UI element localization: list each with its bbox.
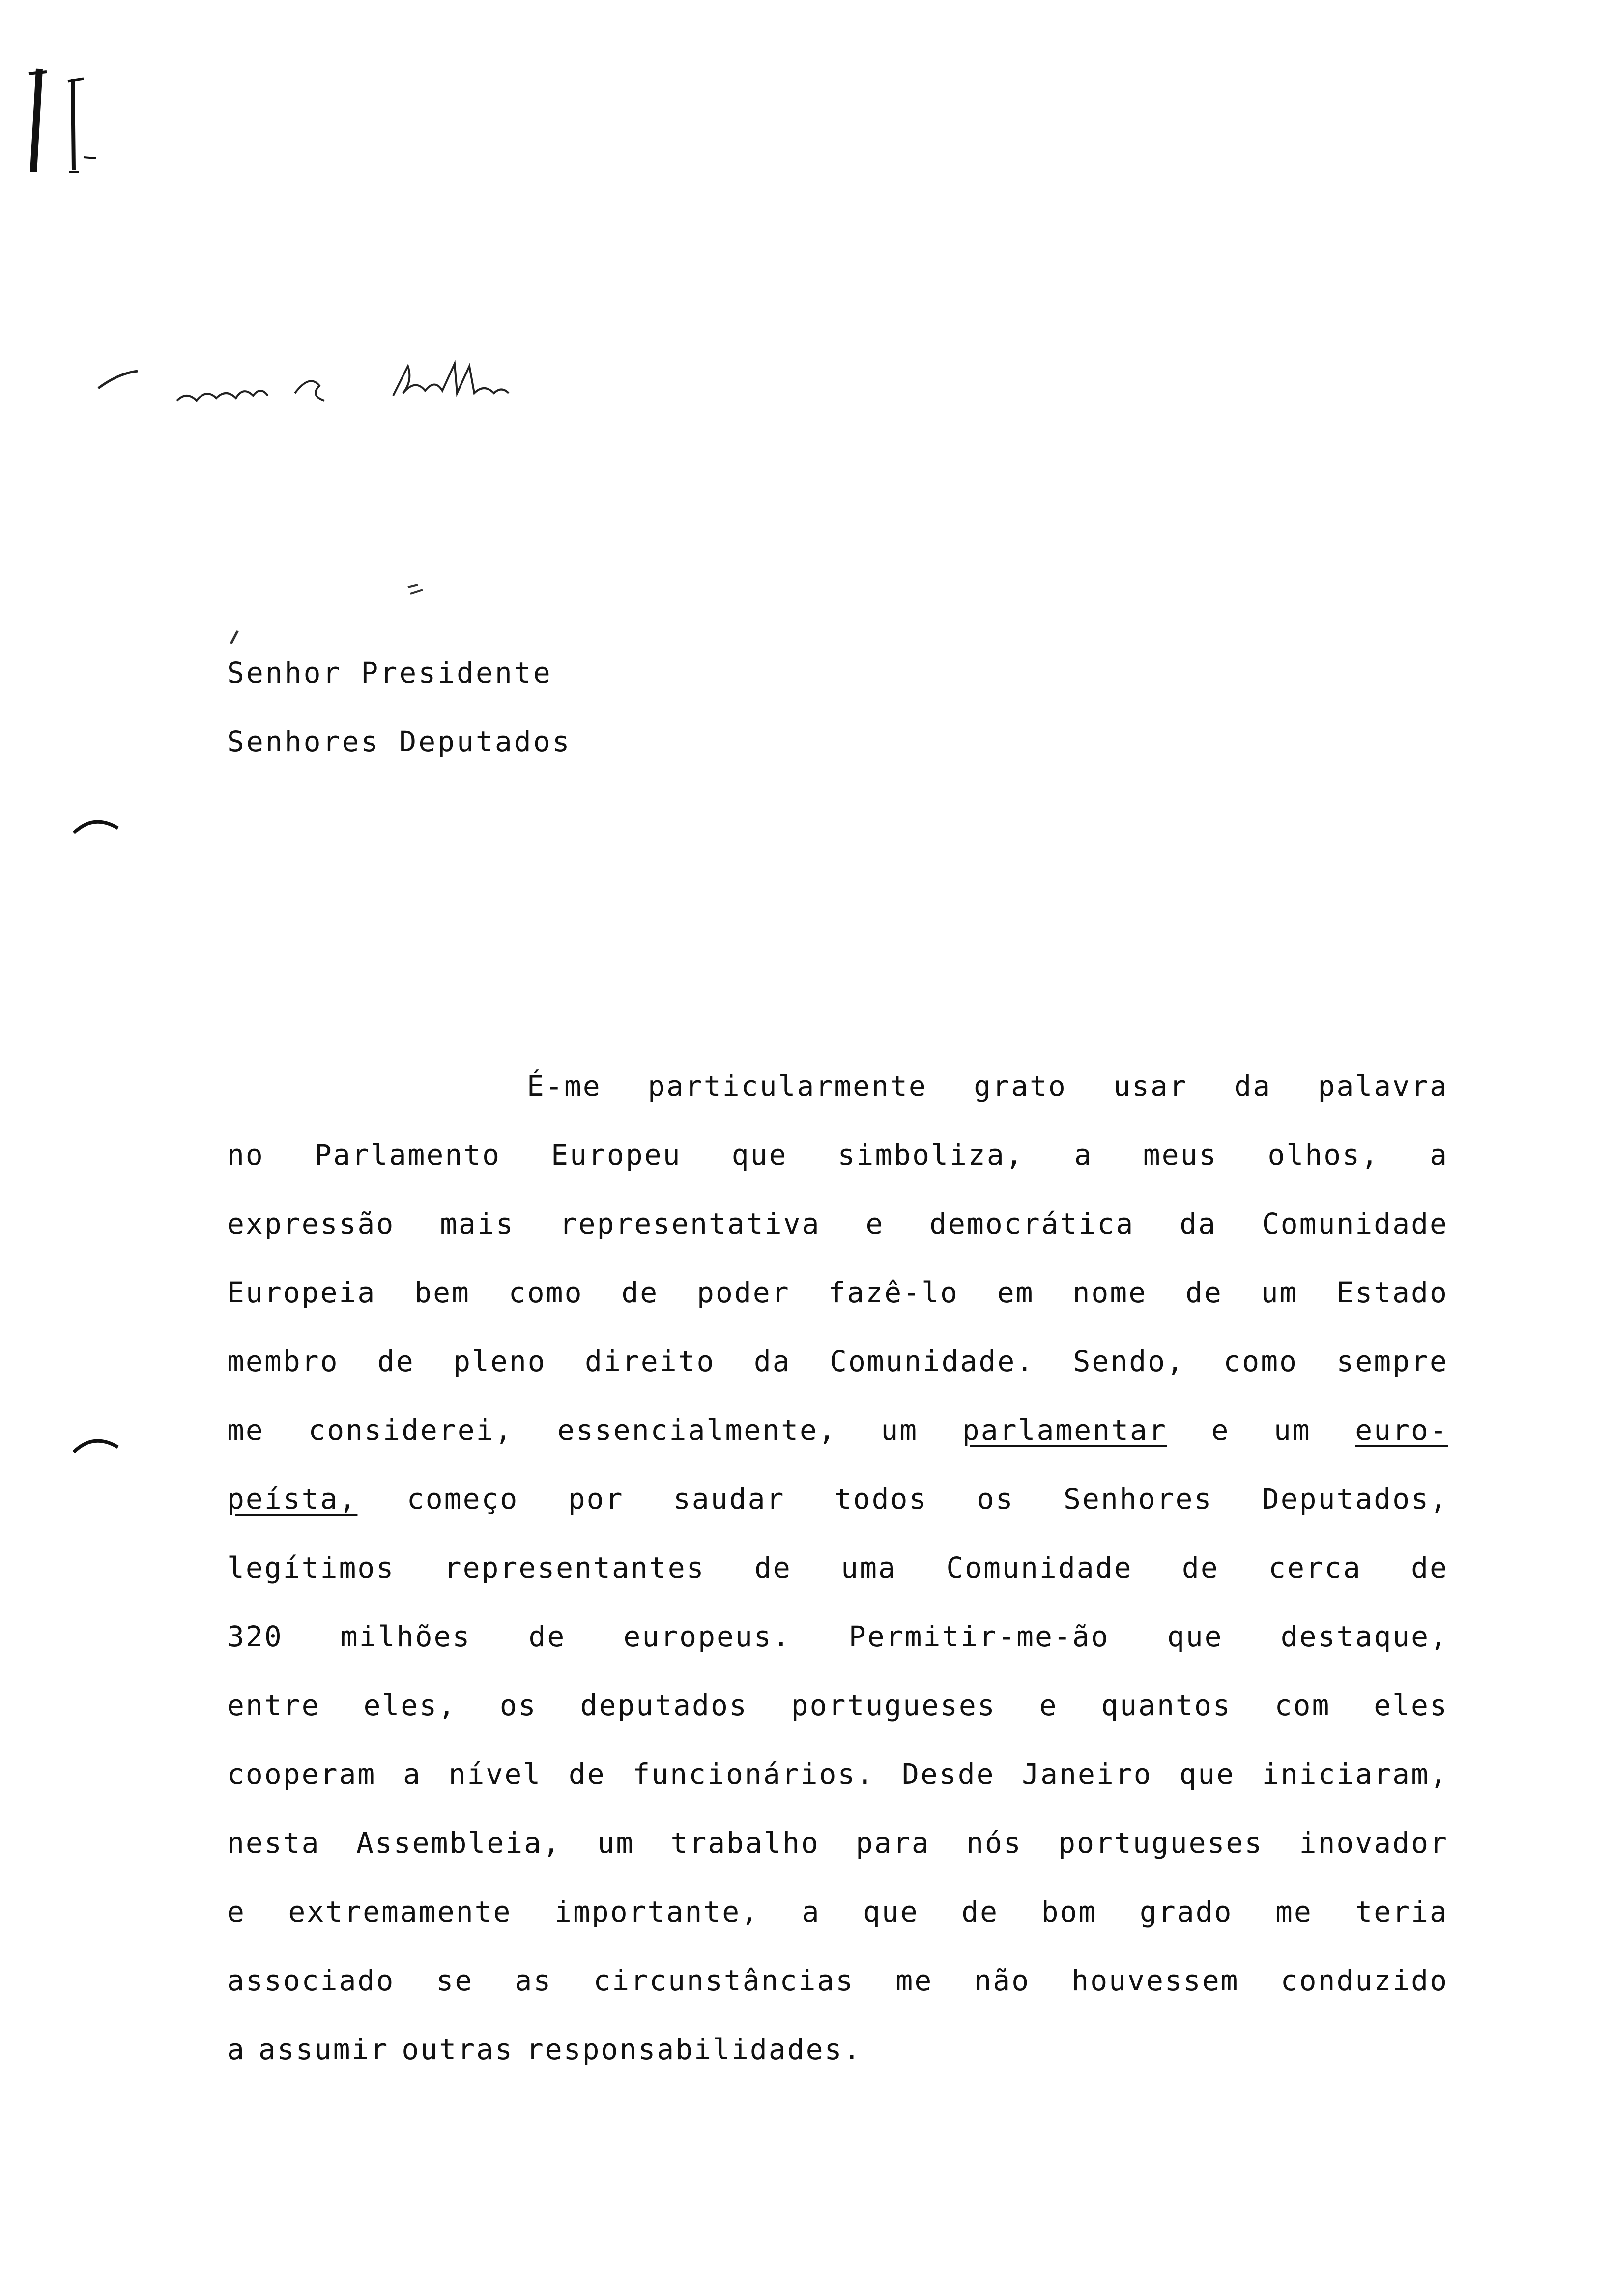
paragraph-line bbox=[227, 1120, 1448, 1189]
word: a bbox=[1430, 1138, 1448, 1172]
word: eles, bbox=[363, 1689, 457, 1722]
paragraph-line bbox=[227, 1464, 1448, 1533]
paragraph-line bbox=[227, 1671, 1448, 1740]
word: e bbox=[227, 1895, 246, 1928]
word: pleno bbox=[453, 1345, 547, 1378]
word: Sendo, bbox=[1073, 1345, 1185, 1378]
word: da bbox=[753, 1345, 791, 1378]
margin-bracket-mark bbox=[69, 811, 123, 840]
paragraph-line bbox=[227, 1327, 1448, 1396]
word: europeus. bbox=[623, 1620, 791, 1653]
word: que bbox=[1167, 1620, 1223, 1653]
word: nível bbox=[448, 1757, 542, 1791]
word: assumir bbox=[258, 2033, 389, 2066]
word: responsabilidades. bbox=[526, 2033, 862, 2066]
word: que bbox=[863, 1895, 919, 1928]
word: milhões bbox=[340, 1620, 471, 1653]
word: e bbox=[1211, 1413, 1230, 1447]
word: Comunidade bbox=[1262, 1207, 1448, 1240]
word: mais bbox=[440, 1207, 515, 1240]
word: iniciaram, bbox=[1262, 1757, 1448, 1791]
word: nome bbox=[1072, 1276, 1148, 1309]
word: legítimos bbox=[227, 1551, 395, 1584]
word: se bbox=[436, 1964, 474, 1997]
paragraph-line bbox=[227, 1533, 1448, 1602]
word: da bbox=[1234, 1069, 1272, 1103]
word: nós bbox=[966, 1826, 1022, 1860]
salutation-deputies: Senhores Deputados bbox=[227, 725, 572, 758]
word: que bbox=[1179, 1757, 1236, 1791]
word: Parlamento bbox=[314, 1138, 501, 1172]
word: como bbox=[1223, 1345, 1298, 1378]
word: nesta bbox=[227, 1826, 320, 1860]
word: bom bbox=[1041, 1895, 1097, 1928]
word: a bbox=[802, 1895, 821, 1928]
word: circunstâncias bbox=[593, 1964, 855, 1997]
word: Permitir-me-ão bbox=[848, 1620, 1110, 1653]
word: a bbox=[403, 1757, 422, 1791]
word: para bbox=[856, 1826, 930, 1860]
word: de bbox=[568, 1757, 606, 1791]
word: com bbox=[1274, 1689, 1331, 1722]
word: deputados bbox=[580, 1689, 748, 1722]
word: um bbox=[597, 1826, 635, 1860]
word: simboliza, bbox=[837, 1138, 1024, 1172]
word: considerei, bbox=[308, 1413, 514, 1447]
paragraph-line bbox=[227, 1258, 1448, 1327]
word: eles bbox=[1374, 1689, 1448, 1722]
word: de bbox=[1181, 1551, 1219, 1584]
word: importante, bbox=[554, 1895, 760, 1928]
paragraph-line bbox=[227, 1808, 1448, 1877]
word: bem bbox=[414, 1276, 470, 1309]
word: todos bbox=[834, 1482, 928, 1516]
word: funcionários. bbox=[633, 1757, 875, 1791]
word: começo bbox=[406, 1482, 519, 1516]
paragraph-line bbox=[227, 2015, 1448, 2084]
word: Comunidade. bbox=[830, 1345, 1035, 1378]
margin-bracket-mark bbox=[69, 1430, 123, 1460]
word: me bbox=[895, 1964, 933, 1997]
word: extremamente bbox=[288, 1895, 512, 1928]
word: olhos, bbox=[1267, 1138, 1380, 1172]
word: É-me bbox=[527, 1069, 602, 1103]
word: Europeia bbox=[227, 1276, 376, 1309]
word: e bbox=[865, 1207, 885, 1240]
word: não bbox=[974, 1964, 1031, 1997]
word: um bbox=[881, 1413, 919, 1447]
word: inovador bbox=[1299, 1826, 1448, 1860]
word: expressão bbox=[227, 1207, 395, 1240]
word: as bbox=[515, 1964, 552, 1997]
word: de bbox=[1185, 1276, 1223, 1309]
word: euro- bbox=[1355, 1413, 1448, 1447]
word: associado bbox=[227, 1964, 395, 1997]
word: me bbox=[1275, 1895, 1313, 1928]
word: Estado bbox=[1336, 1276, 1448, 1309]
word: entre bbox=[227, 1689, 320, 1722]
word: os bbox=[499, 1689, 537, 1722]
word: como bbox=[508, 1276, 583, 1309]
word: grado bbox=[1139, 1895, 1233, 1928]
word: conduzido bbox=[1280, 1964, 1448, 1997]
word: cerca bbox=[1268, 1551, 1362, 1584]
word: Comunidade bbox=[946, 1551, 1133, 1584]
word: usar bbox=[1113, 1069, 1188, 1103]
paragraph-line bbox=[227, 1189, 1448, 1258]
word: no bbox=[227, 1138, 264, 1172]
word: de bbox=[1411, 1551, 1448, 1584]
word: fazê-lo bbox=[828, 1276, 959, 1309]
word: quantos bbox=[1101, 1689, 1232, 1722]
paragraph-line bbox=[227, 1052, 1448, 1120]
word: direito bbox=[585, 1345, 716, 1378]
word: Assembleia, bbox=[356, 1826, 562, 1860]
word: saudar bbox=[673, 1482, 785, 1516]
speech-paragraph bbox=[227, 1052, 1448, 2084]
word: outras bbox=[402, 2033, 514, 2066]
handwritten-note bbox=[88, 354, 678, 418]
word: Senhores bbox=[1064, 1482, 1213, 1516]
word: de bbox=[377, 1345, 415, 1378]
word: cooperam bbox=[227, 1757, 376, 1791]
word: da bbox=[1180, 1207, 1217, 1240]
word: de bbox=[621, 1276, 659, 1309]
word: particularmente bbox=[648, 1069, 927, 1103]
word: parlamentar bbox=[962, 1413, 1167, 1447]
word: membro bbox=[227, 1345, 339, 1378]
word: de bbox=[528, 1620, 566, 1653]
word: Janeiro bbox=[1022, 1757, 1152, 1791]
word: grato bbox=[974, 1069, 1067, 1103]
word: meus bbox=[1143, 1138, 1218, 1172]
word: Europeu bbox=[551, 1138, 682, 1172]
word: democrática bbox=[929, 1207, 1135, 1240]
paragraph-line bbox=[227, 1602, 1448, 1671]
word: e bbox=[1039, 1689, 1058, 1722]
paragraph-line bbox=[227, 1396, 1448, 1464]
paragraph-line bbox=[227, 1740, 1448, 1808]
word: de bbox=[754, 1551, 792, 1584]
tick-mark bbox=[227, 627, 242, 646]
word: portugueses bbox=[1058, 1826, 1264, 1860]
word: sempre bbox=[1336, 1345, 1448, 1378]
word: a bbox=[1074, 1138, 1093, 1172]
word: a bbox=[227, 2033, 246, 2066]
word: destaque, bbox=[1280, 1620, 1448, 1653]
word: 320 bbox=[227, 1620, 283, 1653]
word: portugueses bbox=[791, 1689, 996, 1722]
word: palavra bbox=[1318, 1069, 1448, 1103]
word: um bbox=[1261, 1276, 1298, 1309]
word: trabalho bbox=[670, 1826, 820, 1860]
word: poder bbox=[697, 1276, 790, 1309]
word: em bbox=[997, 1276, 1035, 1309]
paragraph-line bbox=[227, 1877, 1448, 1946]
stray-mark bbox=[403, 580, 432, 600]
word: Deputados, bbox=[1262, 1482, 1448, 1516]
word: representantes bbox=[444, 1551, 705, 1584]
word: que bbox=[731, 1138, 788, 1172]
word: houvessem bbox=[1071, 1964, 1239, 1997]
word: representativa bbox=[559, 1207, 821, 1240]
word: um bbox=[1273, 1413, 1311, 1447]
word: Desde bbox=[901, 1757, 995, 1791]
word: uma bbox=[841, 1551, 897, 1584]
word: essencialmente, bbox=[557, 1413, 837, 1447]
word: os bbox=[977, 1482, 1014, 1516]
word: de bbox=[961, 1895, 999, 1928]
word: me bbox=[227, 1413, 264, 1447]
word: teria bbox=[1355, 1895, 1448, 1928]
word: peísta, bbox=[227, 1482, 358, 1516]
salutation-president: Senhor Presidente bbox=[227, 656, 552, 689]
paragraph-line bbox=[227, 1946, 1448, 2015]
roman-numeral-mark bbox=[10, 54, 103, 182]
word: por bbox=[568, 1482, 624, 1516]
